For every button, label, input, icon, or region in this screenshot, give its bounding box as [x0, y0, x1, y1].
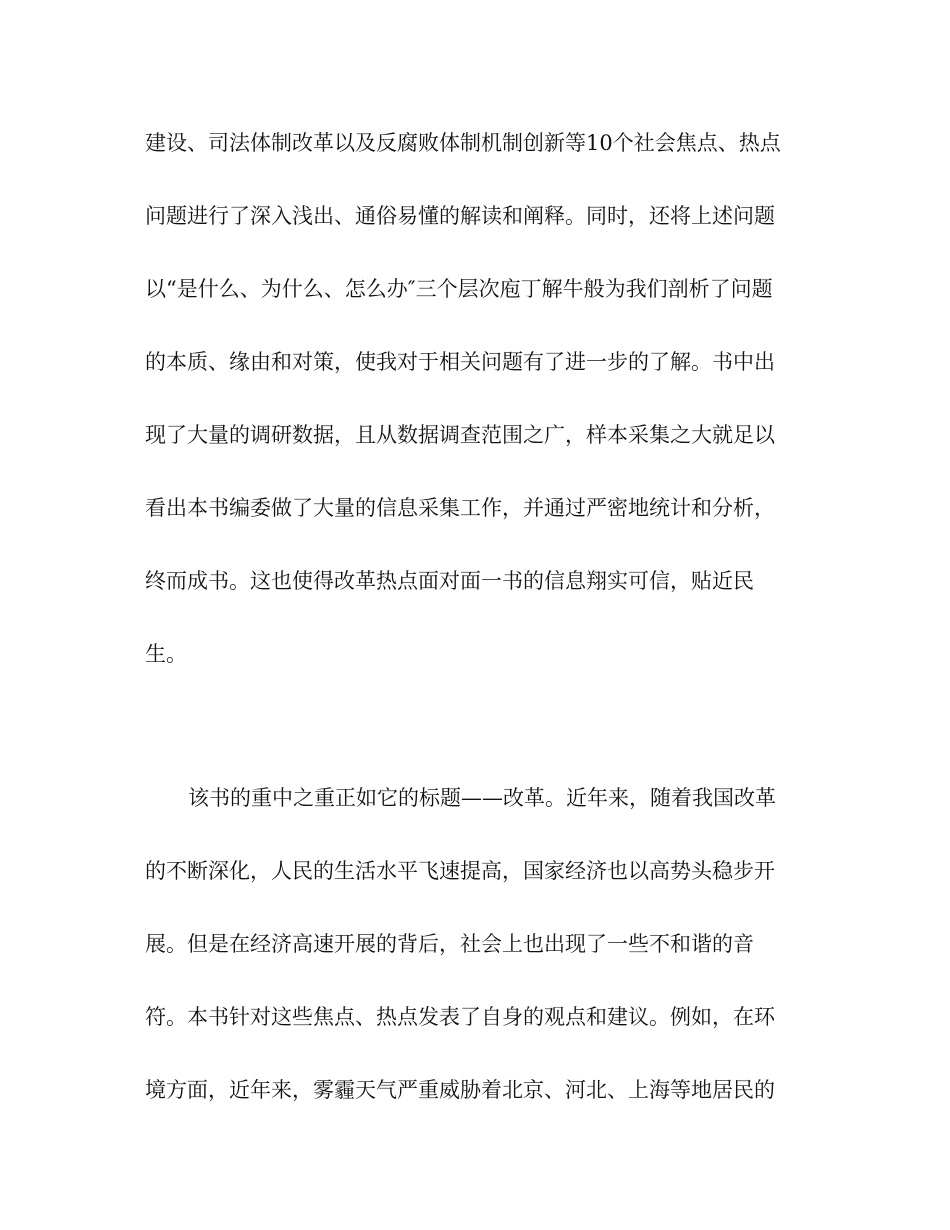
text-line: 建设、司法体制改革以及反腐败体制机制创新等10个社会焦点、热点	[145, 131, 781, 155]
text-line: 境方面，近年来，雾霾天气严重威胁着北京、河北、上海等地居民的	[145, 1078, 775, 1102]
text-line: 终而成书。这也使得改革热点面对面一书的信息翔实可信，贴近民	[145, 569, 754, 593]
text-line: 的不断深化，人民的生活水平飞速提高，国家经济也以高势头稳步开	[145, 859, 775, 883]
text-line: 生。	[145, 642, 187, 666]
text-line-first-indented: 该书的重中之重正如它的标题——改革。近年来，随着我国改革	[188, 786, 776, 810]
text-line: 符。本书针对这些焦点、热点发表了自身的观点和建议。例如，在环	[145, 1005, 775, 1029]
text-line: 展。但是在经济高速开展的背后，社会上也出现了一些不和谐的音	[145, 932, 754, 956]
text-line: 问题进行了深入浅出、通俗易懂的解读和阐释。同时，还将上述问题	[145, 204, 775, 228]
text-line: 现了大量的调研数据，且从数据调查范围之广，样本采集之大就足以	[145, 423, 775, 447]
paragraph-1	[145, 107, 815, 691]
text-line: 看出本书编委做了大量的信息采集工作，并通过严密地统计和分析，	[145, 496, 775, 520]
text-line: 以“是什么、为什么、怎么办″三个层次庖丁解牛般为我们剖析了问题	[145, 277, 773, 301]
text-line: 的本质、缘由和对策，使我对于相关问题有了进一步的了解。书中出	[145, 350, 775, 374]
paragraph-2	[145, 762, 815, 1127]
